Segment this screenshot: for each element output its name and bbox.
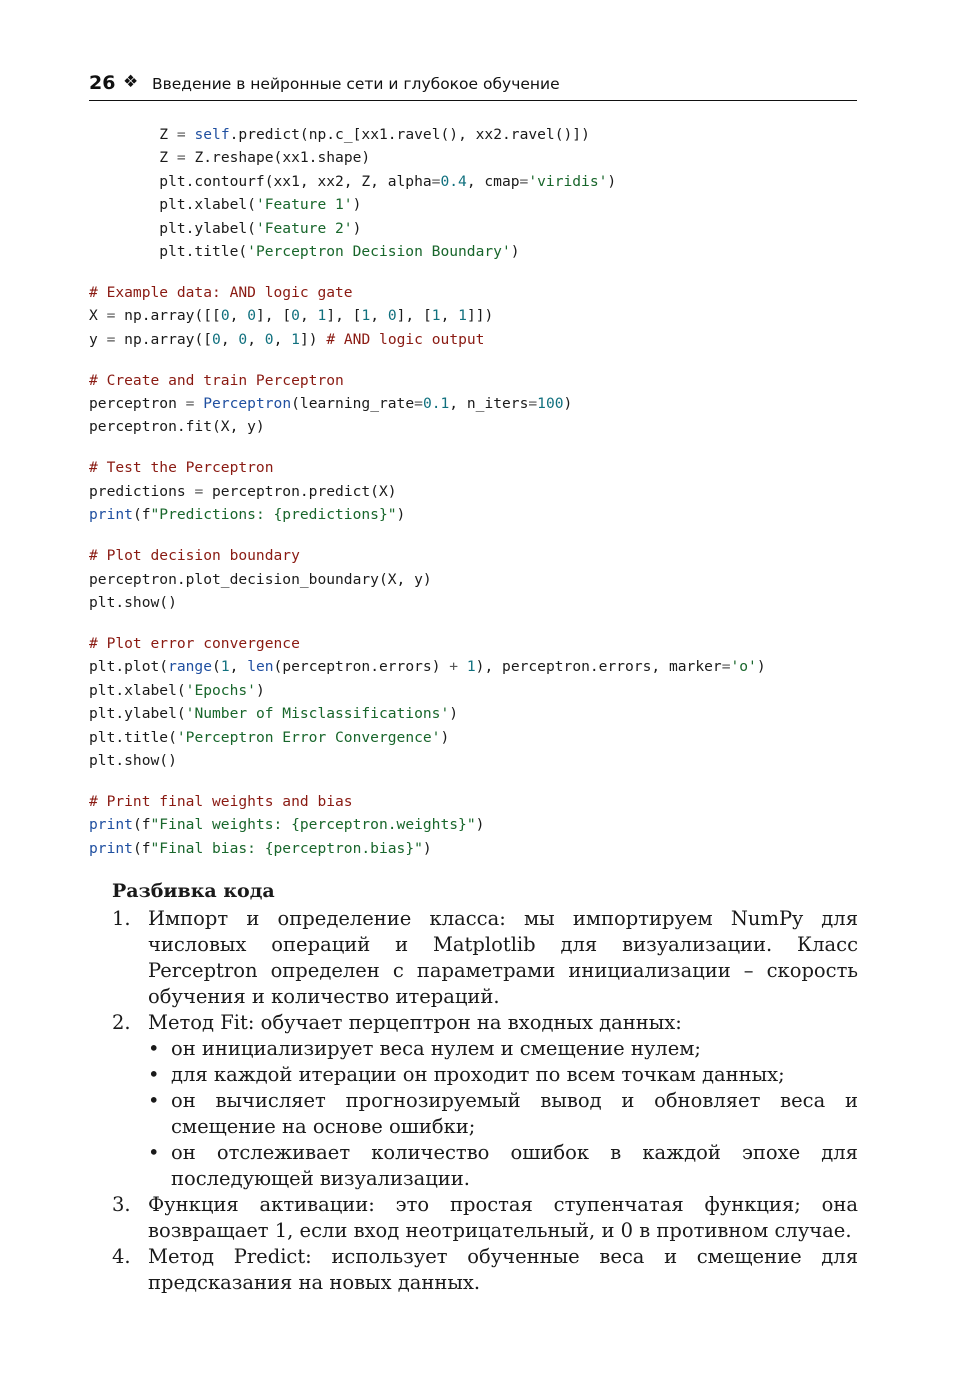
code-token: # Plot error convergence — [89, 635, 300, 652]
code-token: = — [721, 658, 731, 676]
code-token: 1 — [361, 307, 371, 325]
code-token: ) — [607, 172, 617, 190]
code-token: plt.ylabel( — [89, 219, 256, 237]
bullet-icon: • — [148, 1037, 160, 1060]
code-token: perceptron.plot_decision_boundary(X, y) — [89, 570, 432, 588]
bullet-icon: • — [148, 1089, 160, 1112]
code-line — [89, 193, 766, 216]
code-token: np.array([ — [115, 330, 213, 348]
code-token: ]) — [299, 330, 327, 348]
code-token: 0 — [212, 330, 221, 348]
code-token: perceptron.fit(X, y) — [89, 418, 265, 436]
code-token: 0 — [264, 330, 274, 348]
code-line — [89, 568, 766, 591]
code-token: ) — [396, 506, 406, 524]
code-token: plt.ylabel( — [89, 705, 186, 723]
code-token: perceptron.predict(X) — [203, 482, 397, 500]
code-token: = — [185, 395, 195, 413]
list-item-4 — [112, 1244, 858, 1296]
bullet-item-2 — [148, 1062, 858, 1088]
code-token: plt.title( — [89, 728, 177, 746]
code-token: plt.show() — [89, 751, 177, 769]
code-token: ], [ — [396, 307, 432, 325]
code-blank-line — [89, 527, 766, 545]
code-token: = — [528, 395, 538, 413]
code-line — [89, 480, 766, 503]
code-listing — [89, 123, 766, 860]
code-token: print — [89, 816, 133, 834]
code-token: ) — [352, 219, 362, 237]
code-blank-line — [89, 439, 766, 457]
code-token: np.array([[ — [115, 307, 221, 325]
code-token: print — [89, 506, 133, 524]
code-token: 0.1 — [422, 395, 450, 413]
code-token: 'Perceptron Error Convergence' — [176, 728, 441, 746]
code-line — [89, 415, 766, 438]
code-token: # Create and train Perceptron — [89, 371, 344, 389]
code-token: 1 — [458, 307, 467, 325]
code-line — [89, 146, 766, 169]
list-number: 4. — [112, 1245, 131, 1268]
list-item-3 — [112, 1192, 858, 1244]
list-item-text: Метод Predict: использует обученные веса и смещение для предсказания на новых данных. — [148, 1245, 858, 1294]
code-token: , — [229, 307, 248, 325]
code-line — [89, 170, 766, 193]
code-token: 1 — [431, 307, 441, 325]
list-number: 3. — [112, 1193, 131, 1216]
code-token: = — [176, 149, 186, 167]
bullet-text: для каждой итерации он проходит по всем точкам данных; — [171, 1063, 785, 1086]
code-token: # Plot decision boundary — [89, 547, 300, 565]
code-token: "Final weights: {perceptron.weights}" — [150, 816, 476, 834]
code-line — [89, 749, 766, 772]
code-token: Z.reshape(xx1.shape) — [185, 149, 371, 167]
code-token: 0 — [220, 307, 230, 325]
code-token: Perceptron — [203, 395, 292, 413]
code-token: Z — [89, 149, 177, 167]
code-token: ) — [255, 681, 265, 699]
running-title: Введение в нейронные сети и глубокое обучение — [152, 75, 560, 93]
code-token: + — [449, 658, 459, 676]
code-line — [89, 240, 766, 263]
code-token: "Predictions: {predictions}" — [150, 506, 397, 524]
code-token — [458, 658, 467, 675]
code-token: plt.plot( — [89, 658, 169, 676]
code-token: , — [229, 658, 248, 676]
code-blank-line — [89, 263, 766, 281]
bullet-item-4 — [148, 1140, 858, 1192]
code-line — [89, 591, 766, 614]
code-token: 'Perceptron Decision Boundary' — [247, 242, 511, 260]
code-token: , — [220, 330, 239, 348]
running-header — [89, 70, 857, 101]
code-token: , — [299, 307, 318, 325]
code-token: (learning_rate — [291, 395, 415, 413]
code-token: # Example data: AND logic gate — [89, 283, 353, 301]
code-token: ) — [422, 839, 432, 857]
code-token: (f — [132, 816, 151, 834]
code-blank-line — [89, 351, 766, 369]
code-line — [89, 544, 766, 567]
list-number: 2. — [112, 1011, 131, 1034]
code-line — [89, 304, 766, 327]
bullet-item-1 — [148, 1036, 858, 1062]
code-token: ), perceptron.errors, marker — [475, 658, 722, 676]
code-token: predictions — [89, 482, 195, 500]
code-line — [89, 726, 766, 749]
ornament-icon: ❖ — [123, 72, 139, 92]
code-line — [89, 503, 766, 526]
code-token: 1 — [317, 307, 327, 325]
code-token: ) — [563, 395, 573, 413]
code-blank-line — [89, 772, 766, 790]
code-line — [89, 790, 766, 813]
code-token: 0 — [387, 307, 397, 325]
code-token: plt.xlabel( — [89, 196, 256, 214]
bullet-text: он вычисляет прогнозируемый вывод и обновляет веса и смещение на основе ошибки; — [171, 1089, 858, 1138]
code-token: ( — [212, 658, 221, 676]
code-token: (f — [132, 839, 151, 857]
code-token: ], [ — [326, 307, 362, 325]
code-token: len — [247, 658, 274, 676]
bullet-item-3 — [148, 1088, 858, 1140]
code-token: ) — [475, 816, 485, 834]
code-breakdown-section — [112, 876, 858, 1296]
code-token: plt.xlabel( — [89, 681, 186, 699]
code-token: 'Feature 2' — [255, 219, 353, 237]
code-line — [89, 392, 766, 415]
code-token: , n_iters — [449, 395, 529, 413]
code-line — [89, 328, 766, 351]
code-token: print — [89, 839, 133, 857]
code-line — [89, 456, 766, 479]
code-token: (perceptron.errors) — [273, 658, 450, 676]
code-token: self — [194, 126, 230, 143]
code-token: = — [414, 395, 423, 413]
code-token: Z — [89, 126, 177, 143]
code-token: , — [247, 330, 265, 348]
bullet-icon: • — [148, 1141, 160, 1164]
bullet-text: он инициализирует веса нулем и смещение нулем; — [171, 1037, 701, 1060]
code-token: ) — [352, 196, 362, 214]
code-line — [89, 837, 766, 860]
code-token: 0 — [291, 307, 300, 325]
code-token: X — [89, 307, 107, 325]
code-token: , — [440, 307, 459, 325]
bullet-text: он отслеживает количество ошибок в каждой эпохе для последующей визуализации. — [171, 1141, 858, 1190]
code-token: ) — [449, 705, 459, 723]
code-line — [89, 655, 766, 678]
code-line — [89, 123, 766, 146]
code-token: plt.contourf(xx1, xx2, Z, alpha — [89, 172, 432, 190]
code-token — [194, 395, 203, 412]
code-token: = — [176, 126, 186, 143]
code-blank-line — [89, 614, 766, 632]
code-token: 'Feature 1' — [255, 196, 353, 214]
code-token: ) — [440, 728, 450, 746]
code-token: y — [89, 330, 107, 348]
code-token: 0 — [238, 330, 248, 348]
code-token: # Test the Perceptron — [89, 459, 274, 477]
code-token: 1 — [466, 658, 476, 676]
code-line — [89, 679, 766, 702]
code-token: = — [106, 307, 116, 325]
code-line — [89, 217, 766, 240]
code-token: 100 — [537, 395, 564, 413]
code-token: plt.show() — [89, 594, 177, 612]
code-token: , cmap — [466, 172, 520, 190]
code-token: 0 — [247, 307, 256, 325]
code-token: 'Epochs' — [185, 681, 256, 699]
code-token: plt.title( — [89, 242, 248, 260]
list-item-text: Метод Fit: обучает перцептрон на входных данных: — [148, 1011, 682, 1034]
section-heading: Разбивка кода — [112, 880, 275, 902]
code-token: 0.4 — [440, 172, 467, 190]
code-line — [89, 281, 766, 304]
code-line — [89, 702, 766, 725]
list-item-text: Импорт и определение класса: мы импортируем NumPy для числовых операций и Matplotlib для визуализации. Класс Perceptron определен с параметрами инициализации – скорость обучения и количество итераций. — [148, 907, 858, 1008]
list-item-1 — [112, 906, 858, 1010]
code-line — [89, 632, 766, 655]
code-token: 'viridis' — [528, 172, 608, 190]
list-number: 1. — [112, 907, 131, 930]
list-item-2 — [112, 1010, 858, 1036]
code-token: range — [168, 658, 213, 676]
code-token: ], [ — [255, 307, 292, 325]
code-line — [89, 813, 766, 836]
code-token: ) — [510, 242, 520, 260]
code-token: perceptron — [89, 395, 186, 413]
code-token: (f — [132, 506, 151, 524]
code-token: # AND logic output — [326, 330, 485, 348]
code-token: = — [519, 172, 529, 190]
code-token: , — [370, 307, 388, 325]
bullet-icon: • — [148, 1063, 160, 1086]
code-token: 1 — [291, 330, 300, 348]
code-token: = — [194, 482, 204, 500]
code-token: , — [273, 330, 292, 348]
code-token: # Print final weights and bias — [89, 792, 353, 810]
page-number: 26 — [89, 72, 116, 94]
code-line — [89, 369, 766, 392]
code-token: .predict(np.c_[xx1.ravel(), xx2.ravel()]) — [229, 126, 590, 143]
code-token: = — [431, 172, 441, 190]
code-token: 1 — [220, 658, 230, 676]
code-token: 'Number of Misclassifications' — [185, 705, 450, 723]
code-token: ) — [756, 658, 766, 676]
code-token: = — [106, 330, 116, 348]
list-item-text: Функция активации: это простая ступенчатая функция; она возвращает 1, если вход неотрицательный, и 0 в противном случае. — [148, 1193, 858, 1242]
code-token: ]]) — [466, 307, 494, 325]
code-token: "Final bias: {perceptron.bias}" — [150, 839, 423, 857]
code-token: 'o' — [730, 658, 757, 676]
